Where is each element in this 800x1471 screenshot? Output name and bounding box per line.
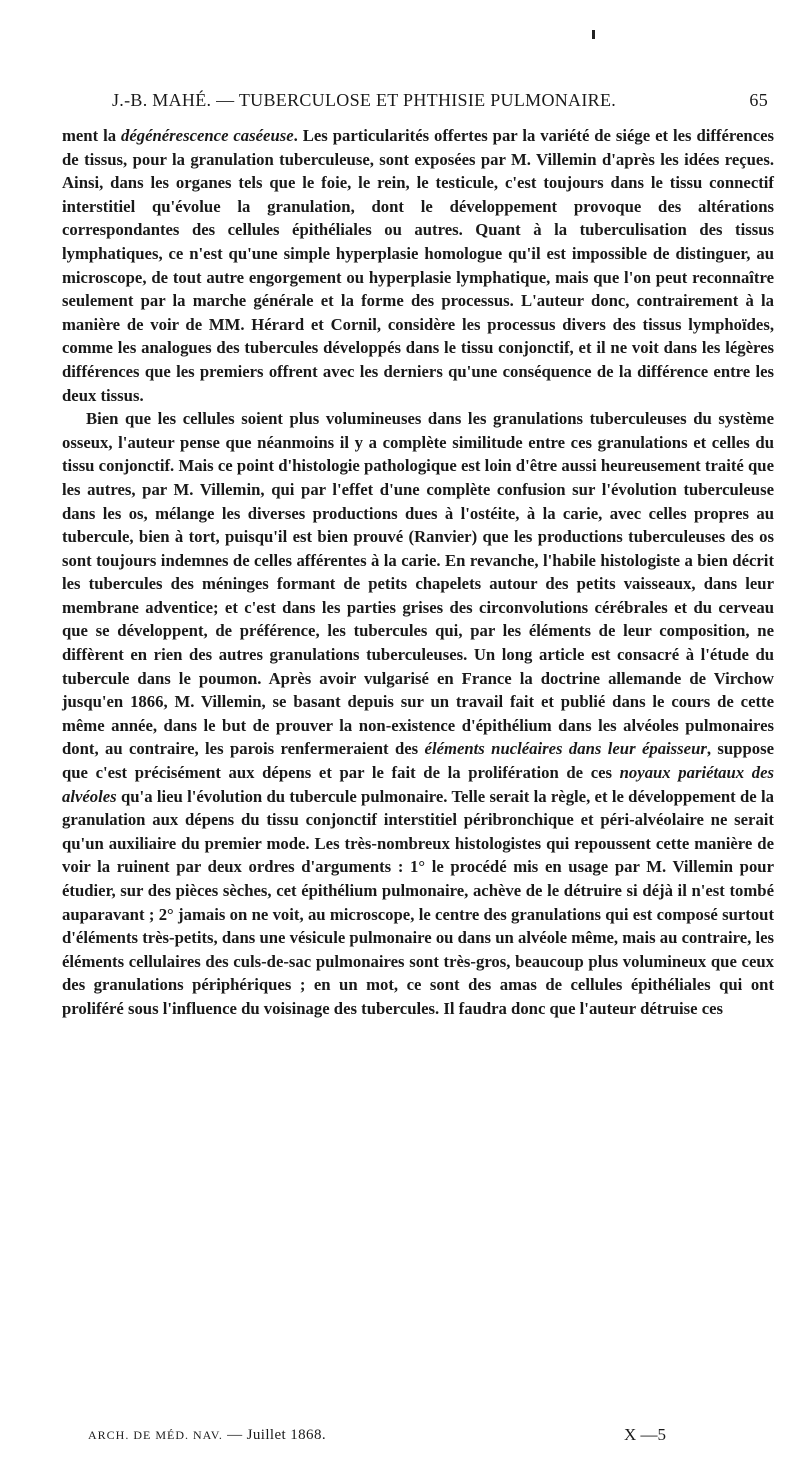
article-body [62, 124, 774, 1021]
paragraph-text: Bien que les cellules soient plus volumineuses dans les granulations tuberculeuses du système osseux, l'auteur pense que néanmoins il y a complète similitude entre ces granulations et celles du tissu conjonctif. Mais ce point d'histologie pathologique est loin d'être aussi heureusement traité que les autres, par M. Villemin, qui par l'effet d'une complète confusion sur l'évolution tuberculeuse dans les os, mélange les diverses productions dues à l'ostéite, à la carie, avec celles propres au tubercule, bien à tort, puisqu'il est bien prouvé (Ranvier) que les productions tuberculeuses des os sont toujours indemnes de celles afférentes à la carie. En revanche, l'habile histologiste a bien décrit les tubercules des méninges formant de petits chapelets autour des petits vaisseaux, dans leur membrane adventice; et c'est dans les parties grises des circonvolutions cérébrales et du cerveau que se développent, de préférence, les tubercules qui, par les éléments de leur composition, ne diffèrent en rien des autres granulations tuberculeuses. Un long article est consacré à l'étude du tubercule dans le poumon. Après avoir vulgarisé en France la doctrine allemande de Virchow jusqu'en 1866, M. Villemin, se basant depuis sur un travail fait et publié dans le cours de cette même année, dans le but de prouver la non-existence d'épithélium dans les alvéoles pulmonaires dont, au contraire, les parois renfermeraient des [62, 409, 774, 759]
paragraph-text: , suppose que c'est précisément aux dépens et par le fait de la prolifération de ces [62, 739, 774, 783]
emphasized-text: noyaux pariétaux des alvéoles [62, 763, 774, 806]
paragraph-text: qu'a lieu l'évolution du tubercule pulmonaire. Telle serait la règle, et le développement de la granulation aux dépens du tissu conjonctif interstitiel péribronchique et péri-alvéolaire ne serait qu'un auxiliaire du premier mode. Les très-nombreux histologistes qui repoussent cette manière de voir la ruinent par deux ordres d'arguments : 1° le procédé mis en usage par M. Villemin pour étudier, sur des pièces sèches, cet épithélium pulmonaire, achève de le détruire si déjà il n'est tombé auparavant ; 2° jamais on ne voit, au microscope, le centre des granulations qui est composé surtout d'éléments très-petits, dans une vésicule pulmonaire ou dans un alvéole même, mais au contraire, les éléments cellulaires des culs-de-sac pulmonaires sont très-gros, beaucoup plus volumineux que ceux des granulations périphériques ; en un mot, ce sont des amas de cellules épithéliales qui ont proliféré sous l'influence du voisinage des tubercules. Il faudra donc que l'auteur détruise ces [62, 786, 774, 1018]
running-header [112, 90, 768, 114]
page-number: 65 [749, 90, 768, 110]
printer-mark [592, 30, 595, 39]
running-title: J.-B. MAHÉ. — TUBERCULOSE ET PHTHISIE PULMONAIRE. [112, 90, 617, 110]
issue-date: Juillet 1868. [246, 1427, 326, 1443]
paragraph [62, 124, 774, 407]
paragraph-text: ment la [62, 126, 121, 145]
journal-reference [88, 1427, 326, 1444]
emphasized-text: dégénérescence caséeuse [120, 126, 294, 145]
journal-name: ARCH. DE MÉD. NAV. [88, 1428, 223, 1442]
sheet-signature: X —5 [623, 1425, 666, 1444]
paragraph [62, 407, 774, 1020]
footer-separator: — [227, 1427, 243, 1443]
paragraph-text: . Les particularités offertes par la variété de siége et les différences de tissus, pour la granulation tuberculeuse, sont exposées par M. Villemin d'après les idées reçues. Ainsi, dans les organes tels que le foie, le rein, le testicule, c'est toujours dans le tissu connectif interstitiel qu'évolue la granulation, dont le développement provoque des altérations correspondantes des cellules épithéliales ou autres. Quant à la tuberculisation des tissus lymphatiques, ce n'est qu'une simple hyperplasie homologue qu'il est impossible de distinguer, au microscope, de tout autre engorgement ou hyperplasie lymphatique, mais que l'on peut reconnaître seulement par la marche générale et la forme des processus. L'auteur donc, contrairement à la manière de voir de MM. Hérard et Cornil, considère les processus divers des tissus lymphoïdes, comme les analogues des tubercules développés dans le tissu conjonctif, et il ne voit dans les légères différences que les premiers offrent avec les derniers qu'une conséquence de la différence entre les deux tissus. [62, 126, 774, 405]
emphasized-text: éléments nucléaires dans leur épaisseur [424, 739, 707, 759]
